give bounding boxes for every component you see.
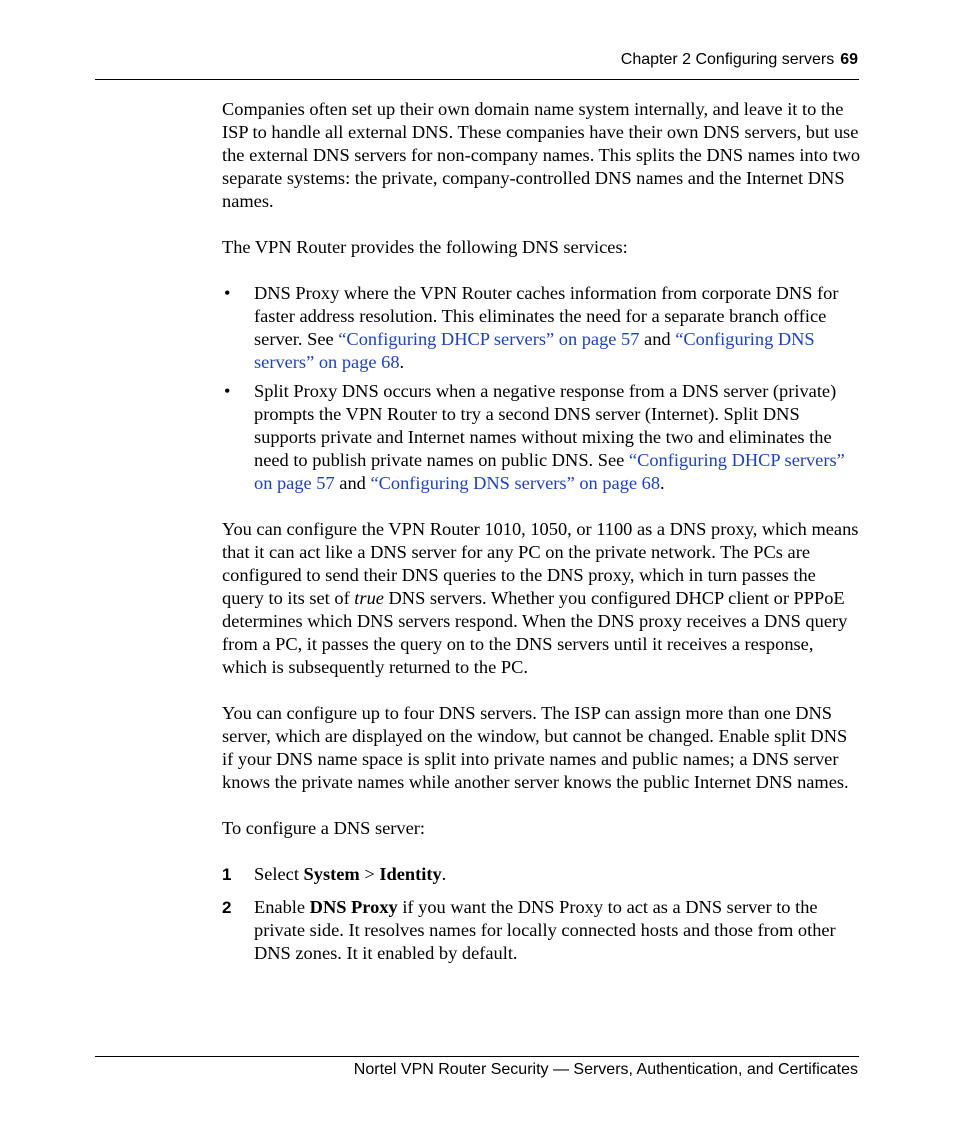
dns-services-list <box>222 282 862 495</box>
ui-term-system: System <box>303 864 360 884</box>
bullet-marker: • <box>224 381 231 401</box>
step-number: 1 <box>222 865 232 884</box>
italic-text: true <box>354 588 384 608</box>
paragraph-dns-proxy <box>222 518 862 679</box>
ui-term-identity: Identity <box>379 864 442 884</box>
chapter-title: Chapter 2 Configuring servers <box>620 51 835 68</box>
paragraph-procedure-lead: To configure a DNS server: <box>222 818 425 838</box>
running-footer: Nortel VPN Router Security — Servers, Authentication, and Certificates <box>353 1061 858 1078</box>
paragraph-dns-servers: You can configure up to four DNS servers. The ISP can assign more than one DNS server, which are displayed on the window, but cannot be changed. Enable split DNS if your DNS name space is split into private names and public names; a DNS server knows the private names while another server knows the public Internet DNS names. <box>222 703 849 792</box>
text-run: > <box>359 864 380 884</box>
text-run: DNS servers. Whether you configured DHCP client or PPPoE determines which DNS servers respond. When the DNS proxy receives a DNS query from a PC, it passes the query on to the DNS servers until it receives a response, which is subsequently returned to the PC. <box>222 588 848 677</box>
text-run: You can configure the VPN Router 1010, 1050, or 1100 as a DNS proxy, which means that it can act like a DNS server for any PC on the private network. The PCs are configured to send their DNS queries to the DNS proxy, which in turn passes the query to its set of <box>222 519 859 608</box>
header-rule <box>95 79 859 80</box>
list-item-text: Split Proxy DNS occurs when a negative response from a DNS server (private) prompts the VPN Router to try a second DNS server (Internet). Split DNS supports private and Internet names without mixing the two and eliminates the need to publish private names on public DNS. See <box>254 381 837 470</box>
paragraph-services-lead: The VPN Router provides the following DNS services: <box>222 237 628 257</box>
page-body <box>222 98 862 975</box>
text-run: . <box>441 864 447 884</box>
conjunction: and <box>334 473 371 493</box>
paragraph-intro: Companies often set up their own domain name system internally, and leave it to the ISP to handle all external DNS. These companies have their own DNS servers, but use the external DNS servers for non-company names. This splits the DNS names into two separate systems: the private, company-controlled DNS names and the Internet DNS names. <box>222 99 861 211</box>
xref-link-dhcp[interactable]: “Configuring DHCP servers” on page 57 <box>254 450 845 493</box>
xref-link-dns[interactable]: “Configuring DNS servers” on page 68 <box>254 329 815 372</box>
period: . <box>399 352 405 372</box>
list-item-split-proxy <box>222 380 862 495</box>
text-run: if you want the DNS Proxy to act as a DNS server to the private side. It resolves names for locally connected hosts and those from other DNS zones. It it enabled by default. <box>254 897 836 963</box>
ui-term-dns-proxy: DNS Proxy <box>309 897 398 917</box>
step-1 <box>222 863 862 886</box>
running-header <box>621 51 858 69</box>
xref-link-dhcp[interactable]: “Configuring DHCP servers” on page 57 <box>338 329 640 349</box>
procedure-steps <box>222 863 862 965</box>
step-number: 2 <box>222 898 232 917</box>
footer-rule <box>95 1056 859 1057</box>
text-run: Enable <box>254 897 310 917</box>
xref-link-dns[interactable]: “Configuring DNS servers” on page 68 <box>370 473 661 493</box>
period: . <box>660 473 665 493</box>
list-item-dns-proxy <box>222 282 862 374</box>
conjunction: and <box>639 329 676 349</box>
text-run: Select <box>254 864 304 884</box>
list-item-text: DNS Proxy where the VPN Router caches information from corporate DNS for faster address resolution. This eliminates the need for a separate branch office server. See <box>254 283 839 349</box>
step-2 <box>222 896 862 965</box>
page-number: 69 <box>840 51 858 68</box>
bullet-marker: • <box>224 283 231 303</box>
